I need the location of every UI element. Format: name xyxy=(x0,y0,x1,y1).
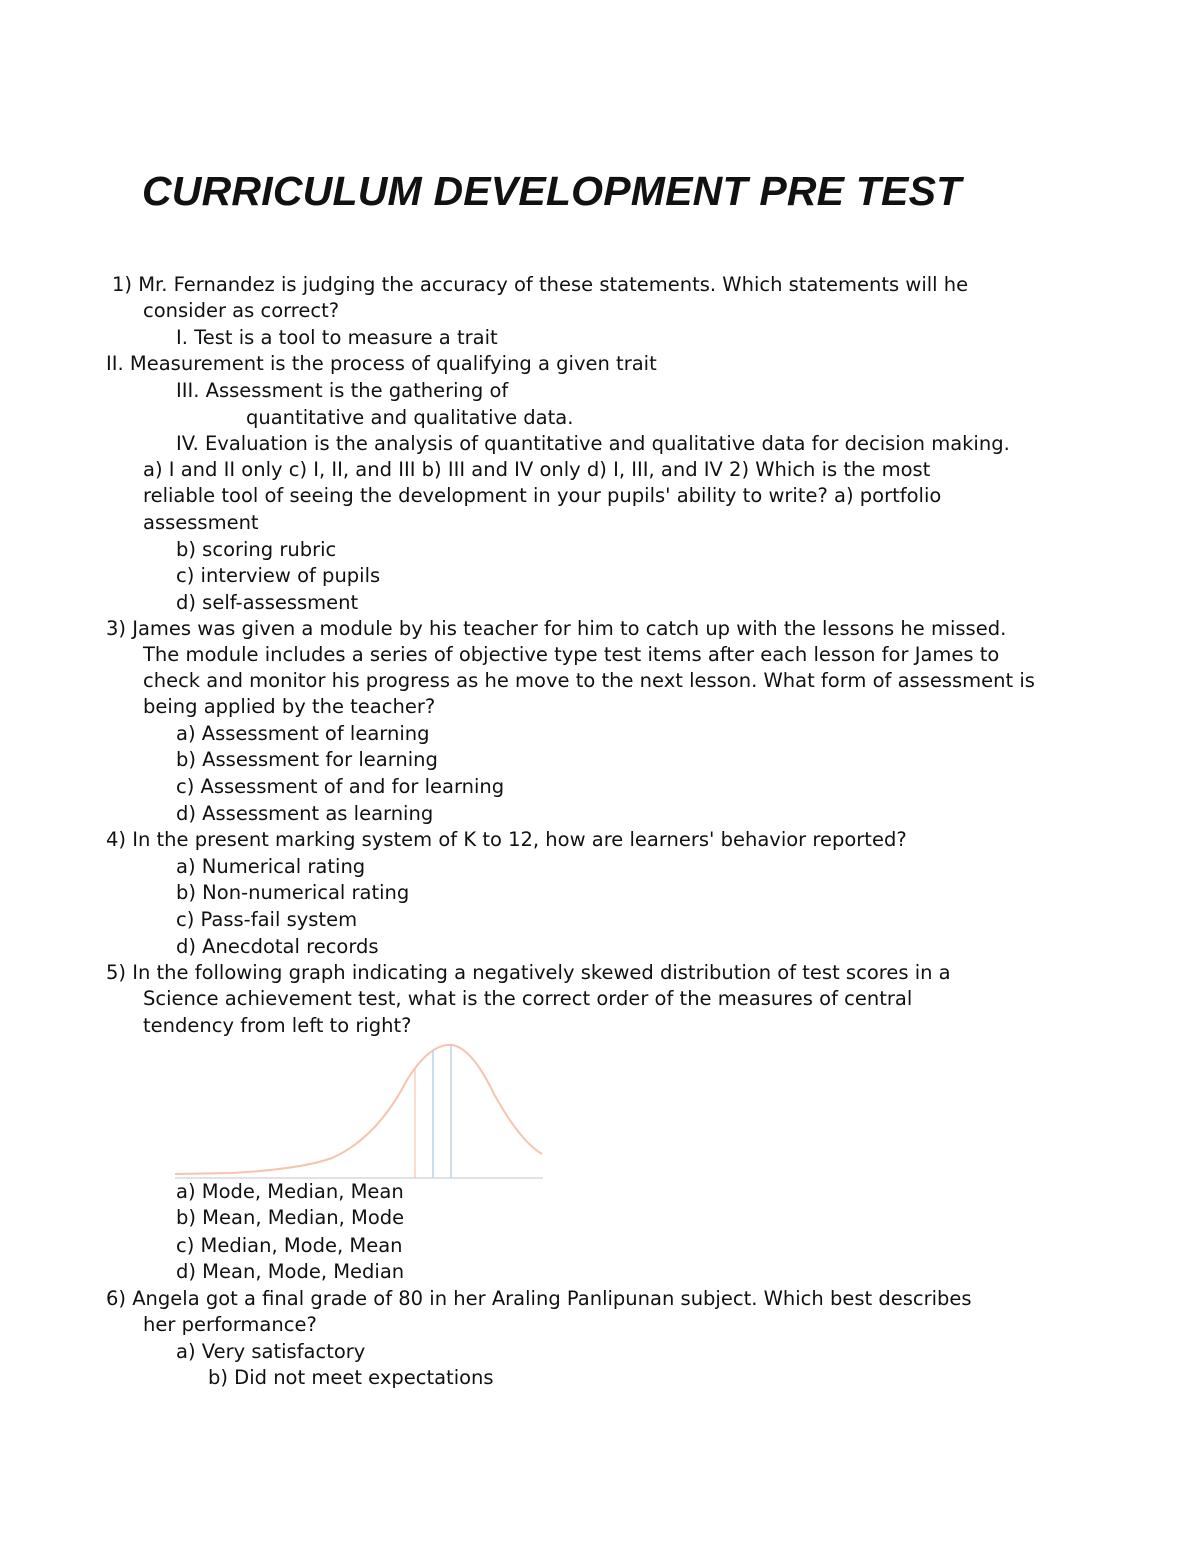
choice-d: d) Assessment as learning xyxy=(176,802,434,825)
choice-c: c) Pass-fail system xyxy=(176,908,358,931)
question-text: 5) In the following graph indicating a negatively skewed distribution of test scores in a xyxy=(106,961,951,984)
choice-c: c) interview of pupils xyxy=(176,564,381,587)
skewed-distribution-graph xyxy=(172,1038,550,1184)
page-title: CURRICULUM DEVELOPMENT PRE TEST xyxy=(142,168,962,214)
choice-d: d) Anecdotal records xyxy=(176,935,379,958)
choice-a: a) Very satisfactory xyxy=(176,1340,366,1363)
question-text: check and monitor his progress as he move to the next lesson. What form of assessment is xyxy=(143,669,1035,692)
question-text: 6) Angela got a final grade of 80 in her Araling Panlipunan subject. Which best describes xyxy=(106,1287,972,1310)
choice-b: b) Did not meet expectations xyxy=(208,1366,494,1389)
choice-a: a) Numerical rating xyxy=(176,855,366,878)
question-text: assessment xyxy=(143,511,259,534)
question-text: The module includes a series of objective type test items after each lesson for James to xyxy=(143,643,1000,666)
choice-c: c) Median, Mode, Mean xyxy=(176,1234,403,1257)
choice-b: b) Mean, Median, Mode xyxy=(176,1206,405,1229)
statement-iii-cont: quantitative and qualitative data. xyxy=(246,406,574,429)
question-text: 3) James was given a module by his teacher for him to catch up with the lessons he missed. xyxy=(106,617,1007,640)
question-text: consider as correct? xyxy=(143,299,340,322)
choice-d: d) self-assessment xyxy=(176,591,359,614)
choice-a: a) Mode, Median, Mean xyxy=(176,1180,404,1203)
statement-iii: III. Assessment is the gathering of xyxy=(176,379,509,402)
choice-b: b) scoring rubric xyxy=(176,538,337,561)
question-text: tendency from left to right? xyxy=(143,1014,412,1037)
question-text: her performance? xyxy=(143,1313,317,1336)
choice-a: a) Assessment of learning xyxy=(176,722,430,745)
question-text: Science achievement test, what is the correct order of the measures of central xyxy=(143,987,913,1010)
distribution-curve xyxy=(175,1045,542,1174)
statement-i: I. Test is a tool to measure a trait xyxy=(176,326,498,349)
question-text: 4) In the present marking system of K to 12, how are learners' behavior reported? xyxy=(106,828,907,851)
choices-line: a) I and II only c) I, II, and III b) III and IV only d) I, III, and IV 2) Which is the most xyxy=(143,458,931,481)
question-text: 1) Mr. Fernandez is judging the accuracy of these statements. Which statements will he xyxy=(112,273,969,296)
choice-b: b) Non-numerical rating xyxy=(176,881,410,904)
question-text: reliable tool of seeing the development in your pupils' ability to write? a) portfolio xyxy=(143,484,942,507)
choice-d: d) Mean, Mode, Median xyxy=(176,1260,405,1283)
statement-ii: II. Measurement is the process of qualifying a given trait xyxy=(106,352,657,375)
question-text: being applied by the teacher? xyxy=(143,695,436,718)
choice-c: c) Assessment of and for learning xyxy=(176,775,505,798)
choice-b: b) Assessment for learning xyxy=(176,748,438,771)
statement-iv: IV. Evaluation is the analysis of quantitative and qualitative data for decision making. xyxy=(176,432,1010,455)
